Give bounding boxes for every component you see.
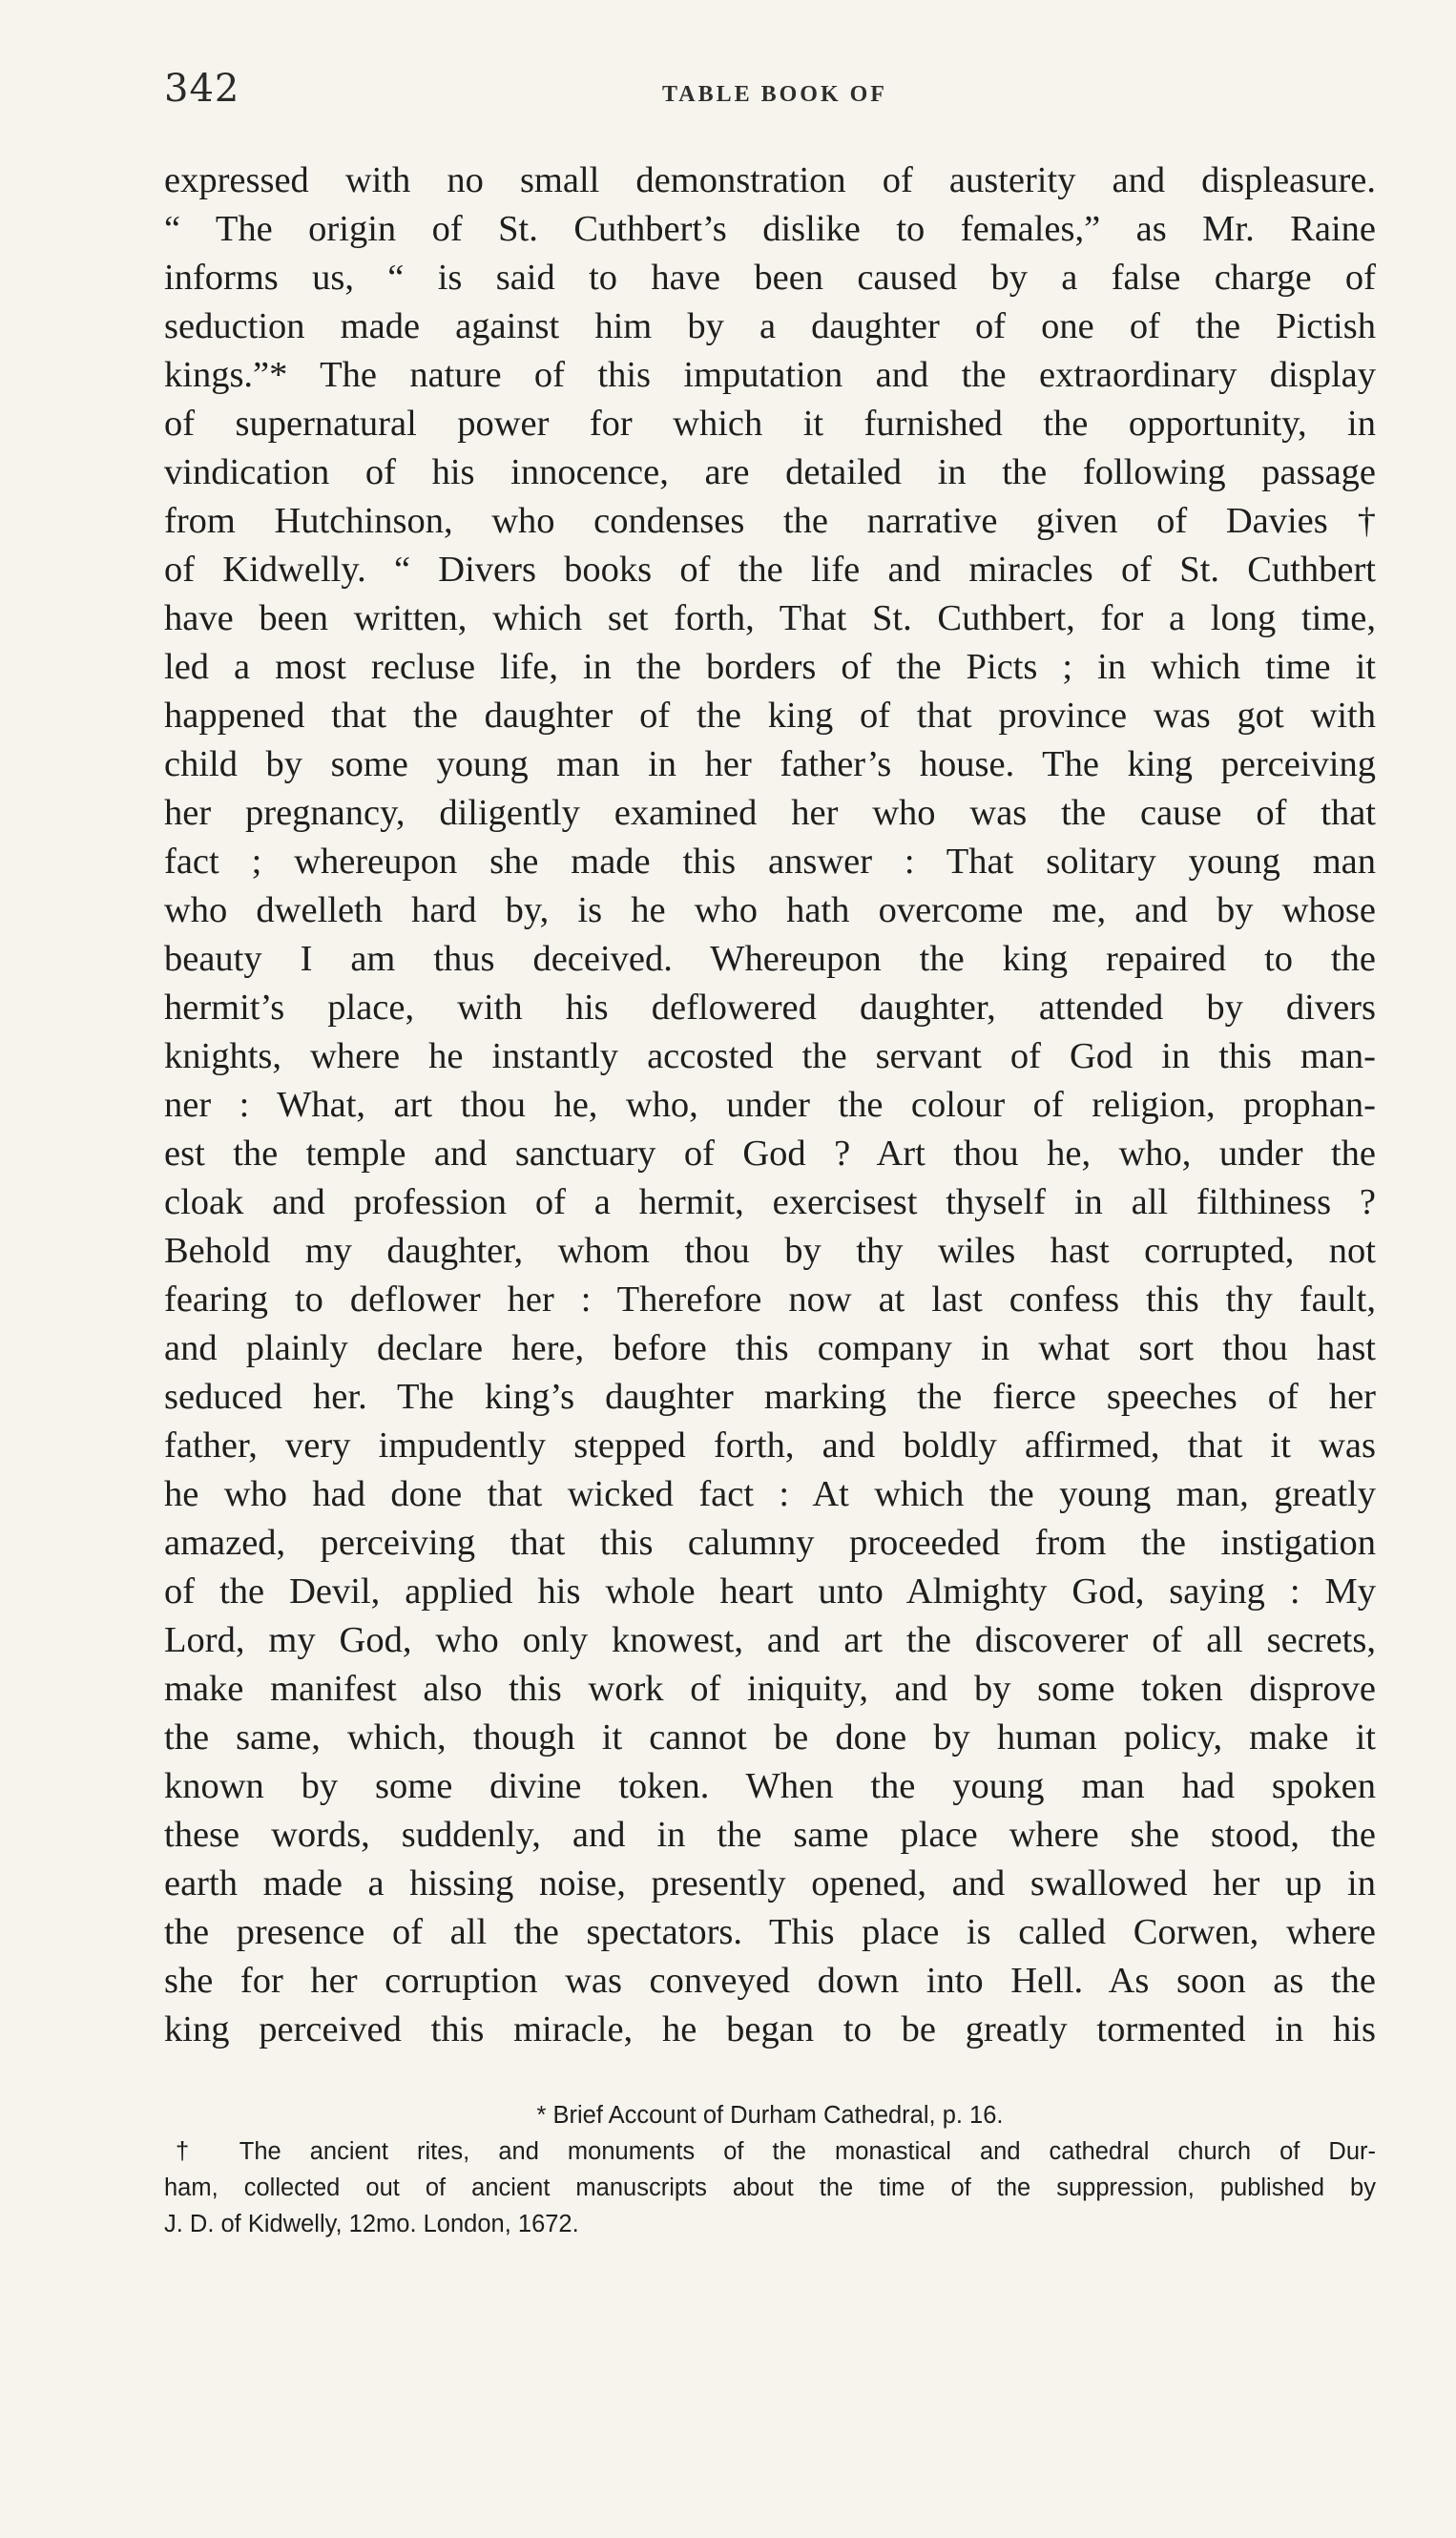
text-line: est the temple and sanctuary of God ? Art thou he, who, under the bbox=[164, 1134, 1376, 1174]
footnote-2-line: ham, collected out of ancient manuscripts about the time of the suppression, published by bbox=[164, 2174, 1376, 2201]
text-line: the presence of all the spectators. This place is called Corwen, where bbox=[164, 1912, 1376, 1952]
text-line: the same, which, though it cannot be done by human policy, make it bbox=[164, 1717, 1376, 1758]
running-header bbox=[164, 67, 1385, 124]
text-line: make manifest also this work of iniquity, and by some token disprove bbox=[164, 1669, 1376, 1709]
text-line: of supernatural power for which it furnished the opportunity, in bbox=[164, 404, 1376, 444]
text-line: seduced her. The king’s daughter marking the fierce speeches of her bbox=[164, 1377, 1376, 1417]
text-line: cloak and profession of a hermit, exercisest thyself in all filthiness ? bbox=[164, 1182, 1376, 1222]
text-line: who dwelleth hard by, is he who hath overcome me, and by whose bbox=[164, 890, 1376, 930]
text-line: “ The origin of St. Cuthbert’s dislike to females,” as Mr. Raine bbox=[164, 209, 1376, 249]
text-line: knights, where he instantly accosted the servant of God in this man- bbox=[164, 1036, 1376, 1076]
text-line: amazed, perceiving that this calumny proceeded from the instigation bbox=[164, 1523, 1376, 1563]
text-line: seduction made against him by a daughter of one of the Pictish bbox=[164, 306, 1376, 346]
text-line: have been written, which set forth, That St. Cuthbert, for a long time, bbox=[164, 598, 1376, 638]
text-line: vindication of his innocence, are detailed in the following passage bbox=[164, 452, 1376, 492]
text-line: known by some divine token. When the young man had spoken bbox=[164, 1766, 1376, 1806]
text-line: king perceived this miracle, he began to be greatly tormented in his bbox=[164, 2009, 1376, 2049]
text-line: of Kidwelly. “ Divers books of the life and miracles of St. Cuthbert bbox=[164, 550, 1376, 590]
text-line: Behold my daughter, whom thou by thy wiles hast corrupted, not bbox=[164, 1231, 1376, 1271]
text-line: these words, suddenly, and in the same place where she stood, the bbox=[164, 1815, 1376, 1855]
text-line: ner : What, art thou he, who, under the colour of religion, prophan- bbox=[164, 1085, 1376, 1125]
text-line: informs us, “ is said to have been caused by a false charge of bbox=[164, 258, 1376, 298]
body-text bbox=[164, 156, 1376, 2054]
text-line: father, very impudently stepped forth, and boldly affirmed, that it was bbox=[164, 1425, 1376, 1466]
text-line: expressed with no small demonstration of austerity and displeasure. bbox=[164, 160, 1376, 200]
text-line: led a most recluse life, in the borders of the Picts ; in which time it bbox=[164, 647, 1376, 687]
footnotes bbox=[164, 2097, 1376, 2242]
text-line: child by some young man in her father’s house. The king perceiving bbox=[164, 744, 1376, 784]
text-line: fearing to deflower her : Therefore now at last confess this thy fault, bbox=[164, 1279, 1376, 1320]
running-title: TABLE BOOK OF bbox=[662, 82, 887, 107]
text-line: of the Devil, applied his whole heart unto Almighty God, saying : My bbox=[164, 1571, 1376, 1612]
text-line: fact ; whereupon she made this answer : That solitary young man bbox=[164, 842, 1376, 882]
text-line: Lord, my God, who only knowest, and art the discoverer of all secrets, bbox=[164, 1620, 1376, 1660]
text-line: kings.”* The nature of this imputation and the extraordinary display bbox=[164, 355, 1376, 395]
text-line: happened that the daughter of the king of that province was got with bbox=[164, 696, 1376, 736]
text-line: she for her corruption was conveyed down into Hell. As soon as the bbox=[164, 1961, 1376, 2001]
footnote-2-line: † The ancient rites, and monuments of the monastical and cathedral church of Dur- bbox=[176, 2138, 1376, 2165]
footnote-1: * Brief Account of Durham Cathedral, p. 16. bbox=[536, 2102, 1004, 2129]
text-line: earth made a hissing noise, presently opened, and swallowed her up in bbox=[164, 1863, 1376, 1904]
text-line: hermit’s place, with his deflowered daughter, attended by divers bbox=[164, 988, 1376, 1028]
page-number: 342 bbox=[164, 67, 240, 111]
text-line: from Hutchinson, who condenses the narrative given of Davies† bbox=[164, 501, 1376, 541]
text-line: he who had done that wicked fact : At which the young man, greatly bbox=[164, 1474, 1376, 1514]
text-line: beauty I am thus deceived. Whereupon the king repaired to the bbox=[164, 939, 1376, 979]
text-line: and plainly declare here, before this company in what sort thou hast bbox=[164, 1328, 1376, 1368]
text-line: her pregnancy, diligently examined her who was the cause of that bbox=[164, 793, 1376, 833]
footnote-2-line: J. D. of Kidwelly, 12mo. London, 1672. bbox=[164, 2211, 579, 2237]
